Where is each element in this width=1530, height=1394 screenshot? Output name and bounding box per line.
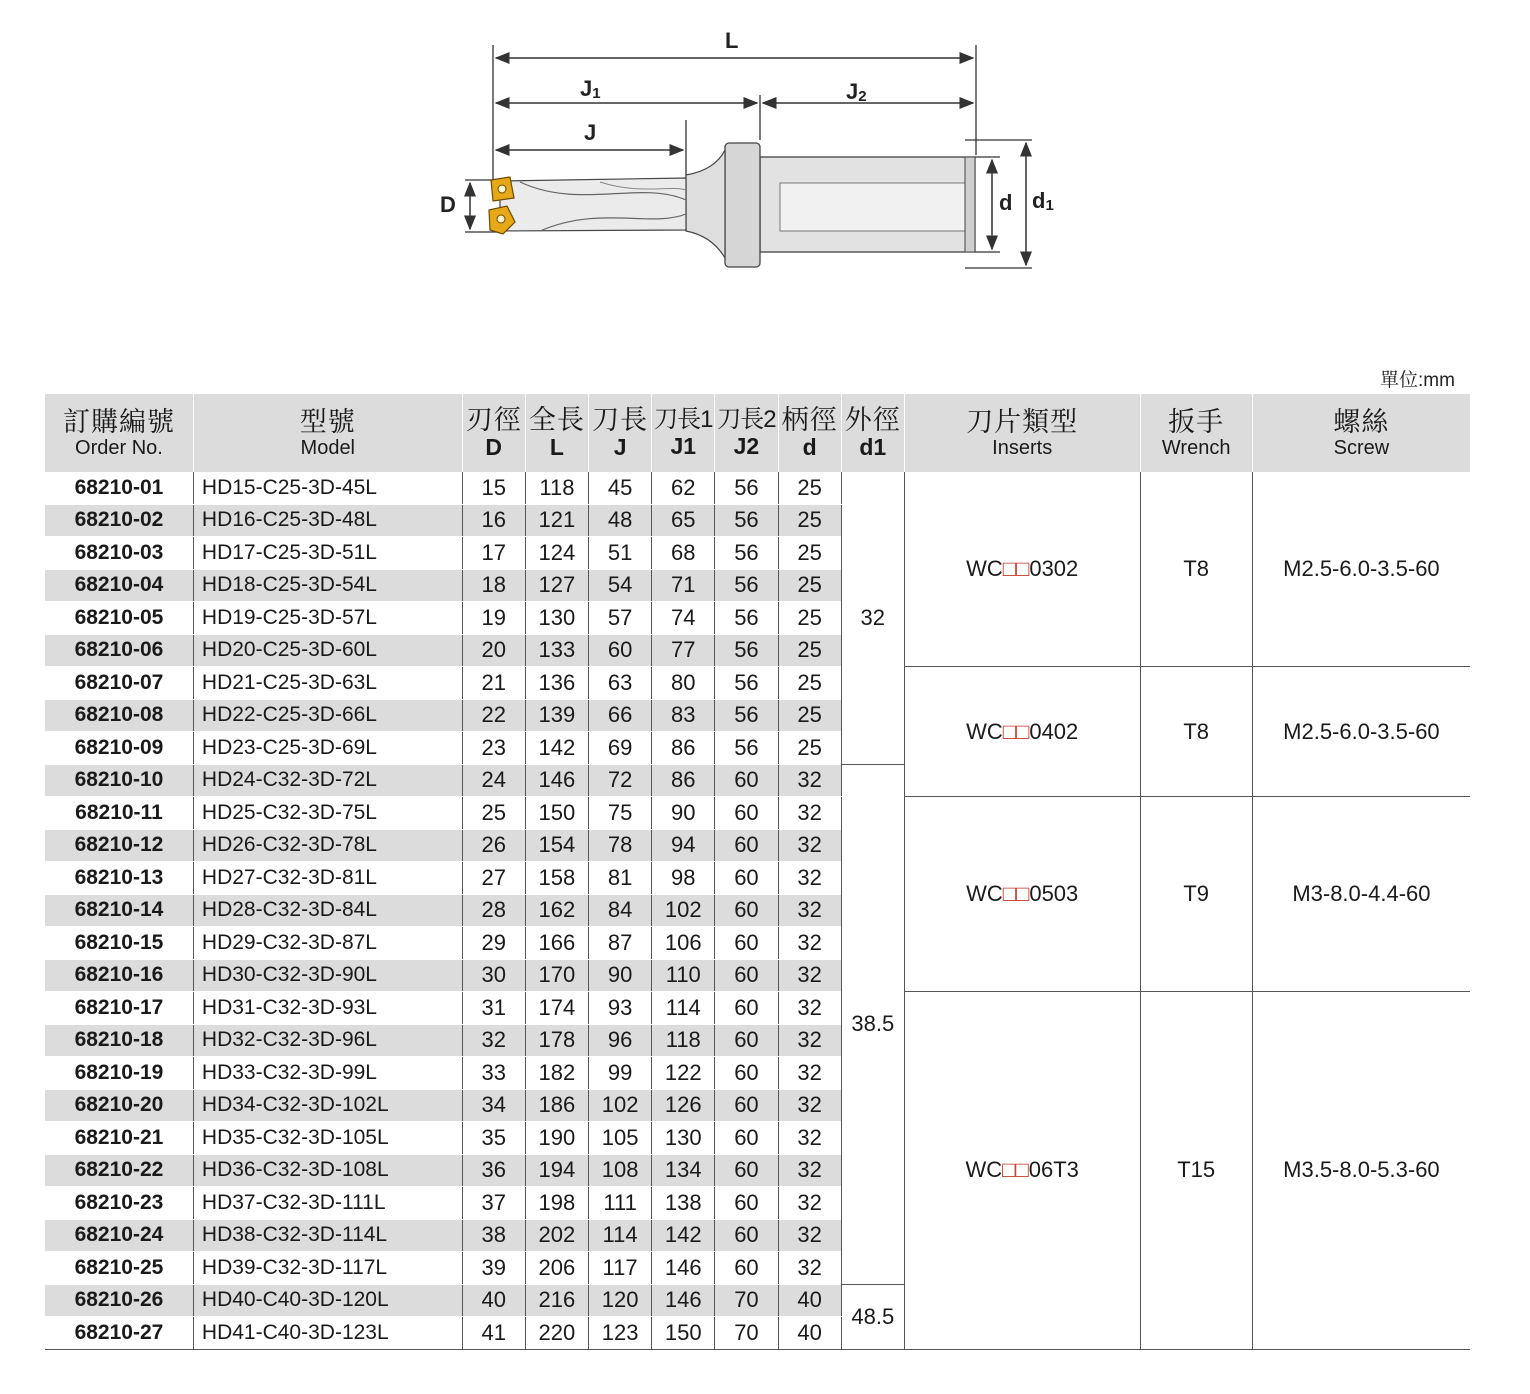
- insert-type-cell: [904, 992, 1140, 1350]
- model-cell: HD38-C32-3D-114L: [193, 1219, 462, 1252]
- insert-prefix: WC: [966, 556, 1003, 581]
- dimension-cell-l: 186: [525, 1089, 588, 1122]
- model-cell: HD22-C25-3D-66L: [193, 699, 462, 732]
- insert-suffix: 0503: [1029, 881, 1079, 906]
- header-symbol-label: d1: [859, 434, 887, 461]
- dimension-cell-j2: 70: [715, 1284, 778, 1317]
- header-chinese-label: 型號: [299, 406, 356, 437]
- dimension-cell-j: 114: [589, 1219, 652, 1252]
- dimension-cell-d: 39: [462, 1252, 525, 1285]
- dimension-cell-j1: 142: [652, 1219, 715, 1252]
- label-L: L: [725, 28, 739, 53]
- dimension-cell-j: 81: [589, 862, 652, 895]
- dimension-cell-d: 36: [462, 1154, 525, 1187]
- dimension-cell-l: 127: [525, 569, 588, 602]
- dimension-cell-j1: 83: [652, 699, 715, 732]
- dimension-cell-d: 32: [778, 959, 841, 992]
- dimension-cell-j1: 80: [652, 667, 715, 700]
- dimension-cell-d: 29: [462, 927, 525, 960]
- model-cell: HD24-C32-3D-72L: [193, 764, 462, 797]
- insert-suffix: 0402: [1029, 718, 1079, 744]
- order-number-cell: 68210-18: [45, 1024, 193, 1057]
- order-number-cell: 68210-19: [45, 1057, 193, 1090]
- dimension-cell-j2: 56: [715, 504, 778, 537]
- header-chinese-label: 螺絲: [1333, 406, 1390, 437]
- dimension-cell-j: 60: [589, 634, 652, 667]
- dimension-cell-l: 136: [525, 667, 588, 700]
- model-cell: HD16-C25-3D-48L: [193, 504, 462, 537]
- dimension-cell-l: 158: [525, 862, 588, 895]
- header-chinese-label: 全長: [528, 405, 585, 435]
- column-header: [1140, 394, 1252, 472]
- order-number-cell: 68210-06: [45, 634, 193, 667]
- label-d: d: [999, 190, 1013, 215]
- dimension-cell-l: 198: [525, 1187, 588, 1220]
- dimension-cell-j1: 94: [652, 829, 715, 862]
- dimension-cell-d: 32: [778, 797, 841, 830]
- dimension-cell-d: 32: [778, 992, 841, 1025]
- label-J: J: [584, 120, 597, 145]
- dimension-cell-l: 121: [525, 504, 588, 537]
- dimension-cell-d: 32: [778, 829, 841, 862]
- header-chinese-label: 刀長1: [654, 405, 713, 433]
- model-cell: HD21-C25-3D-63L: [193, 667, 462, 700]
- dimension-cell-l: 130: [525, 602, 588, 635]
- dimension-cell-l: 150: [525, 797, 588, 830]
- dimension-cell-j2: 56: [715, 667, 778, 700]
- dimension-cell-l: 166: [525, 927, 588, 960]
- dimension-cell-j: 120: [589, 1284, 652, 1317]
- dimension-cell-j2: 60: [715, 992, 778, 1025]
- table-row: [45, 472, 1470, 504]
- dimension-cell-j1: 98: [652, 862, 715, 895]
- dimension-cell-j2: 60: [715, 862, 778, 895]
- dimension-cell-j1: 138: [652, 1187, 715, 1220]
- dimension-cell-l: 142: [525, 732, 588, 765]
- dimension-cell-j: 93: [589, 992, 652, 1025]
- outer-diameter-cell: 48.5: [841, 1284, 904, 1349]
- model-cell: HD33-C32-3D-99L: [193, 1057, 462, 1090]
- dimension-cell-d: 32: [778, 1219, 841, 1252]
- dimension-cell-d: 24: [462, 764, 525, 797]
- label-J2: J2: [846, 79, 867, 105]
- dimension-cell-d: 22: [462, 699, 525, 732]
- dimension-cell-j2: 60: [715, 1122, 778, 1155]
- dimension-cell-d: 41: [462, 1317, 525, 1350]
- dimension-cell-j1: 102: [652, 894, 715, 927]
- dimension-cell-j2: 60: [715, 1024, 778, 1057]
- dimension-cell-j: 111: [589, 1187, 652, 1220]
- model-cell: HD26-C32-3D-78L: [193, 829, 462, 862]
- model-cell: HD17-C25-3D-51L: [193, 537, 462, 570]
- screw-cell: M2.5-6.0-3.5-60: [1252, 472, 1470, 667]
- column-header: [841, 394, 904, 472]
- unit-label: 單位:mm: [1380, 370, 1455, 391]
- dimension-cell-j1: 68: [652, 537, 715, 570]
- dimension-cell-d: 28: [462, 894, 525, 927]
- table-row: [45, 797, 1470, 830]
- dimension-cell-j2: 56: [715, 472, 778, 504]
- dimension-cell-l: 194: [525, 1154, 588, 1187]
- dimension-cell-l: 118: [525, 472, 588, 504]
- order-number-cell: 68210-15: [45, 927, 193, 960]
- model-cell: HD18-C25-3D-54L: [193, 569, 462, 602]
- order-number-cell: 68210-13: [45, 862, 193, 895]
- table-body: [45, 472, 1470, 1349]
- model-cell: HD28-C32-3D-84L: [193, 894, 462, 927]
- dimension-cell-d: 21: [462, 667, 525, 700]
- dimension-cell-d: 25: [778, 699, 841, 732]
- dimension-cell-d: 38: [462, 1219, 525, 1252]
- dimension-cell-j: 123: [589, 1317, 652, 1350]
- dimension-cell-j1: 130: [652, 1122, 715, 1155]
- dimension-cell-j2: 60: [715, 829, 778, 862]
- outer-diameter-cell: 38.5: [841, 764, 904, 1284]
- label-D: D: [440, 192, 456, 217]
- column-header: [652, 394, 715, 472]
- column-header: [525, 394, 588, 472]
- dimension-cell-j2: 56: [715, 569, 778, 602]
- order-number-cell: 68210-22: [45, 1154, 193, 1187]
- dimension-cell-j1: 74: [652, 602, 715, 635]
- order-number-cell: 68210-11: [45, 797, 193, 830]
- dimension-cell-d: 32: [778, 1024, 841, 1057]
- dimension-cell-d: 32: [778, 1154, 841, 1187]
- table-row: [45, 992, 1470, 1025]
- dimension-cell-d: 18: [462, 569, 525, 602]
- dimension-cell-d: 25: [778, 667, 841, 700]
- dimension-cell-l: 154: [525, 829, 588, 862]
- dimension-cell-j2: 56: [715, 602, 778, 635]
- header-symbol-label: J: [613, 434, 627, 461]
- dimension-cell-l: 216: [525, 1284, 588, 1317]
- dimension-cell-d: 40: [462, 1284, 525, 1317]
- dimension-cell-d: 27: [462, 862, 525, 895]
- dimension-cell-l: 174: [525, 992, 588, 1025]
- order-number-cell: 68210-05: [45, 602, 193, 635]
- dimension-cell-d: 19: [462, 602, 525, 635]
- dimension-cell-d: 32: [778, 1252, 841, 1285]
- dimension-cell-j2: 60: [715, 1187, 778, 1220]
- header-row: [45, 394, 1470, 472]
- dimension-cell-j: 78: [589, 829, 652, 862]
- insert-type-cell: [904, 797, 1140, 992]
- screw-cell: M2.5-6.0-3.5-60: [1252, 667, 1470, 797]
- model-cell: HD30-C32-3D-90L: [193, 959, 462, 992]
- dimension-cell-d: 40: [778, 1317, 841, 1350]
- model-cell: HD40-C40-3D-120L: [193, 1284, 462, 1317]
- dimension-cell-j: 75: [589, 797, 652, 830]
- header-chinese-label: 柄徑: [781, 405, 838, 435]
- dimension-cell-j2: 60: [715, 927, 778, 960]
- dimension-cell-j1: 118: [652, 1024, 715, 1057]
- order-number-cell: 68210-12: [45, 829, 193, 862]
- dimension-cell-j: 117: [589, 1252, 652, 1285]
- dimension-cell-j1: 114: [652, 992, 715, 1025]
- dimension-cell-d: 25: [778, 732, 841, 765]
- header-english-label: Wrench: [1161, 436, 1231, 459]
- dimension-cell-d: 25: [778, 634, 841, 667]
- dimension-cell-l: 146: [525, 764, 588, 797]
- order-number-cell: 68210-21: [45, 1122, 193, 1155]
- table-row: [45, 667, 1470, 700]
- dimension-cell-d: 15: [462, 472, 525, 504]
- order-number-cell: 68210-27: [45, 1317, 193, 1350]
- insert-placeholder-boxes: □□: [1002, 1157, 1029, 1183]
- order-number-cell: 68210-04: [45, 569, 193, 602]
- model-cell: HD15-C25-3D-45L: [193, 472, 462, 504]
- model-cell: HD39-C32-3D-117L: [193, 1252, 462, 1285]
- dimension-cell-l: 170: [525, 959, 588, 992]
- dimension-cell-j: 102: [589, 1089, 652, 1122]
- model-cell: HD32-C32-3D-96L: [193, 1024, 462, 1057]
- wrench-cell: T8: [1140, 667, 1252, 797]
- header-english-label: Model: [300, 436, 356, 459]
- dimension-cell-j1: 71: [652, 569, 715, 602]
- header-chinese-label: 訂購編號: [62, 406, 175, 437]
- column-header: [589, 394, 652, 472]
- header-chinese-label: 刀長: [592, 405, 649, 435]
- dimension-cell-d: 25: [778, 602, 841, 635]
- dimension-cell-j2: 60: [715, 959, 778, 992]
- dimension-cell-j1: 122: [652, 1057, 715, 1090]
- insert-suffix: 0302: [1029, 556, 1079, 581]
- dimension-cell-d: 23: [462, 732, 525, 765]
- order-number-cell: 68210-14: [45, 894, 193, 927]
- outer-diameter-cell: 32: [841, 472, 904, 764]
- dimension-cell-j1: 150: [652, 1317, 715, 1350]
- order-number-cell: 68210-07: [45, 667, 193, 700]
- header-symbol-label: D: [485, 434, 503, 461]
- dimension-cell-d: 25: [778, 504, 841, 537]
- dimension-cell-d: 37: [462, 1187, 525, 1220]
- screw-cell: M3-8.0-4.4-60: [1252, 797, 1470, 992]
- dimension-cell-j2: 60: [715, 764, 778, 797]
- dimension-cell-j2: 60: [715, 797, 778, 830]
- model-cell: HD25-C32-3D-75L: [193, 797, 462, 830]
- dimension-cell-j1: 106: [652, 927, 715, 960]
- header-chinese-label: 外徑: [844, 405, 901, 435]
- order-number-cell: 68210-24: [45, 1219, 193, 1252]
- order-number-cell: 68210-20: [45, 1089, 193, 1122]
- header-chinese-label: 扳手: [1168, 406, 1225, 437]
- dimension-cell-j1: 90: [652, 797, 715, 830]
- column-header: [715, 394, 778, 472]
- model-cell: HD41-C40-3D-123L: [193, 1317, 462, 1350]
- drill-dimension-diagram: [0, 0, 1100, 300]
- dimension-cell-d: 32: [778, 764, 841, 797]
- order-number-cell: 68210-09: [45, 732, 193, 765]
- model-cell: HD27-C32-3D-81L: [193, 862, 462, 895]
- order-number-cell: 68210-08: [45, 699, 193, 732]
- model-cell: HD29-C32-3D-87L: [193, 927, 462, 960]
- model-cell: HD19-C25-3D-57L: [193, 602, 462, 635]
- label-J1: J1: [580, 76, 601, 102]
- insert-prefix: WC: [966, 718, 1003, 744]
- dimension-cell-l: 206: [525, 1252, 588, 1285]
- dimension-cell-j2: 60: [715, 1154, 778, 1187]
- model-cell: HD20-C25-3D-60L: [193, 634, 462, 667]
- dimension-cell-j1: 77: [652, 634, 715, 667]
- dimension-cell-l: 202: [525, 1219, 588, 1252]
- header-symbol-label: L: [549, 434, 564, 461]
- insert-placeholder-boxes: □□: [1002, 556, 1030, 581]
- dimension-cell-l: 139: [525, 699, 588, 732]
- dimension-cell-d: 32: [778, 1187, 841, 1220]
- dimension-cell-j: 57: [589, 602, 652, 635]
- order-number-cell: 68210-10: [45, 764, 193, 797]
- dimension-cell-j1: 110: [652, 959, 715, 992]
- dimension-cell-j: 72: [589, 764, 652, 797]
- label-d1: d1: [1032, 188, 1054, 214]
- dimension-cell-l: 124: [525, 537, 588, 570]
- model-cell: HD34-C32-3D-102L: [193, 1089, 462, 1122]
- dimension-cell-j: 99: [589, 1057, 652, 1090]
- dimension-cell-d: 17: [462, 537, 525, 570]
- insert-prefix: WC: [965, 1157, 1003, 1183]
- dimension-cell-d: 32: [778, 1122, 841, 1155]
- dimension-cell-d: 16: [462, 504, 525, 537]
- dimension-cell-j: 87: [589, 927, 652, 960]
- column-header: [778, 394, 841, 472]
- dimension-cell-j: 48: [589, 504, 652, 537]
- dimension-cell-l: 182: [525, 1057, 588, 1090]
- order-number-cell: 68210-03: [45, 537, 193, 570]
- header-chinese-label: 刀長2: [717, 405, 776, 433]
- drill-body: [489, 143, 975, 267]
- dimension-cell-j1: 62: [652, 472, 715, 504]
- dimension-cell-j: 54: [589, 569, 652, 602]
- insert-prefix: WC: [966, 881, 1003, 906]
- dimension-cell-j: 51: [589, 537, 652, 570]
- column-header: [904, 394, 1140, 472]
- dimension-cell-d: 25: [462, 797, 525, 830]
- dimension-cell-j: 90: [589, 959, 652, 992]
- dimension-cell-d: 32: [778, 1057, 841, 1090]
- screw-cell: M3.5-8.0-5.3-60: [1252, 992, 1470, 1350]
- dimension-cell-j2: 60: [715, 1219, 778, 1252]
- order-number-cell: 68210-17: [45, 992, 193, 1025]
- dimension-cell-j1: 65: [652, 504, 715, 537]
- dimension-cell-l: 162: [525, 894, 588, 927]
- dimension-cell-j2: 56: [715, 699, 778, 732]
- column-header: [193, 394, 462, 472]
- header-english-label: Inserts: [992, 436, 1053, 459]
- dimension-cell-j2: 60: [715, 894, 778, 927]
- order-number-cell: 68210-25: [45, 1252, 193, 1285]
- header-english-label: Order No.: [75, 436, 163, 459]
- dimension-cell-j: 96: [589, 1024, 652, 1057]
- order-number-cell: 68210-16: [45, 959, 193, 992]
- dimension-cell-l: 178: [525, 1024, 588, 1057]
- model-cell: HD37-C32-3D-111L: [193, 1187, 462, 1220]
- column-header: [1252, 394, 1470, 472]
- dimension-cell-d: 32: [778, 927, 841, 960]
- dimension-cell-j1: 126: [652, 1089, 715, 1122]
- header-chinese-label: 刀片類型: [966, 406, 1079, 437]
- dimension-cell-j: 45: [589, 472, 652, 504]
- order-number-cell: 68210-02: [45, 504, 193, 537]
- dimension-cell-d: 34: [462, 1089, 525, 1122]
- dimension-cell-j1: 146: [652, 1284, 715, 1317]
- order-number-cell: 68210-01: [45, 472, 193, 504]
- wrench-cell: T15: [1140, 992, 1252, 1350]
- dimension-cell-j2: 60: [715, 1057, 778, 1090]
- dimension-cell-j: 69: [589, 732, 652, 765]
- dimension-cell-j2: 56: [715, 537, 778, 570]
- model-cell: HD31-C32-3D-93L: [193, 992, 462, 1025]
- column-header: [45, 394, 193, 472]
- dimension-cell-d: 25: [778, 472, 841, 504]
- header-symbol-label: J2: [733, 432, 760, 459]
- dimension-cell-j: 66: [589, 699, 652, 732]
- dimension-cell-j1: 146: [652, 1252, 715, 1285]
- dimension-cell-d: 32: [778, 1089, 841, 1122]
- order-number-cell: 68210-26: [45, 1284, 193, 1317]
- dimension-cell-j1: 86: [652, 764, 715, 797]
- dimension-cell-l: 190: [525, 1122, 588, 1155]
- dimension-cell-d: 31: [462, 992, 525, 1025]
- dimension-cell-d: 33: [462, 1057, 525, 1090]
- dimension-cell-l: 220: [525, 1317, 588, 1350]
- dimension-cell-d: 26: [462, 829, 525, 862]
- order-number-cell: 68210-23: [45, 1187, 193, 1220]
- dimension-cell-l: 133: [525, 634, 588, 667]
- dimension-cell-j2: 60: [715, 1252, 778, 1285]
- dimension-cell-j2: 56: [715, 634, 778, 667]
- header-symbol-label: J1: [670, 432, 697, 459]
- model-cell: HD35-C32-3D-105L: [193, 1122, 462, 1155]
- dimension-cell-j: 84: [589, 894, 652, 927]
- dimension-cell-d: 32: [462, 1024, 525, 1057]
- dimension-cell-d: 32: [778, 862, 841, 895]
- insert-placeholder-boxes: □□: [1002, 718, 1030, 744]
- column-header: [462, 394, 525, 472]
- header-symbol-label: d: [802, 434, 817, 461]
- header-chinese-label: 刃徑: [465, 405, 522, 435]
- dimension-cell-j2: 70: [715, 1317, 778, 1350]
- insert-placeholder-boxes: □□: [1002, 881, 1030, 906]
- dimension-cell-j: 105: [589, 1122, 652, 1155]
- insert-suffix: 06T3: [1028, 1157, 1079, 1183]
- dimension-cell-d: 25: [778, 569, 841, 602]
- dimension-cell-d: 20: [462, 634, 525, 667]
- dimension-cell-d: 30: [462, 959, 525, 992]
- model-cell: HD36-C32-3D-108L: [193, 1154, 462, 1187]
- dimension-cell-j1: 86: [652, 732, 715, 765]
- dimension-cell-d: 35: [462, 1122, 525, 1155]
- header-english-label: Screw: [1333, 436, 1390, 459]
- dimension-cell-j2: 56: [715, 732, 778, 765]
- specification-table: [45, 394, 1470, 1350]
- dimension-cell-j: 63: [589, 667, 652, 700]
- dimension-cell-d: 25: [778, 537, 841, 570]
- dimension-cell-d: 40: [778, 1284, 841, 1317]
- dimension-cell-j: 108: [589, 1154, 652, 1187]
- dimension-cell-d: 32: [778, 894, 841, 927]
- wrench-cell: T8: [1140, 472, 1252, 667]
- model-cell: HD23-C25-3D-69L: [193, 732, 462, 765]
- insert-type-cell: [904, 472, 1140, 667]
- wrench-cell: T9: [1140, 797, 1252, 992]
- dimension-cell-j1: 134: [652, 1154, 715, 1187]
- insert-type-cell: [904, 667, 1140, 797]
- dimension-cell-j2: 60: [715, 1089, 778, 1122]
